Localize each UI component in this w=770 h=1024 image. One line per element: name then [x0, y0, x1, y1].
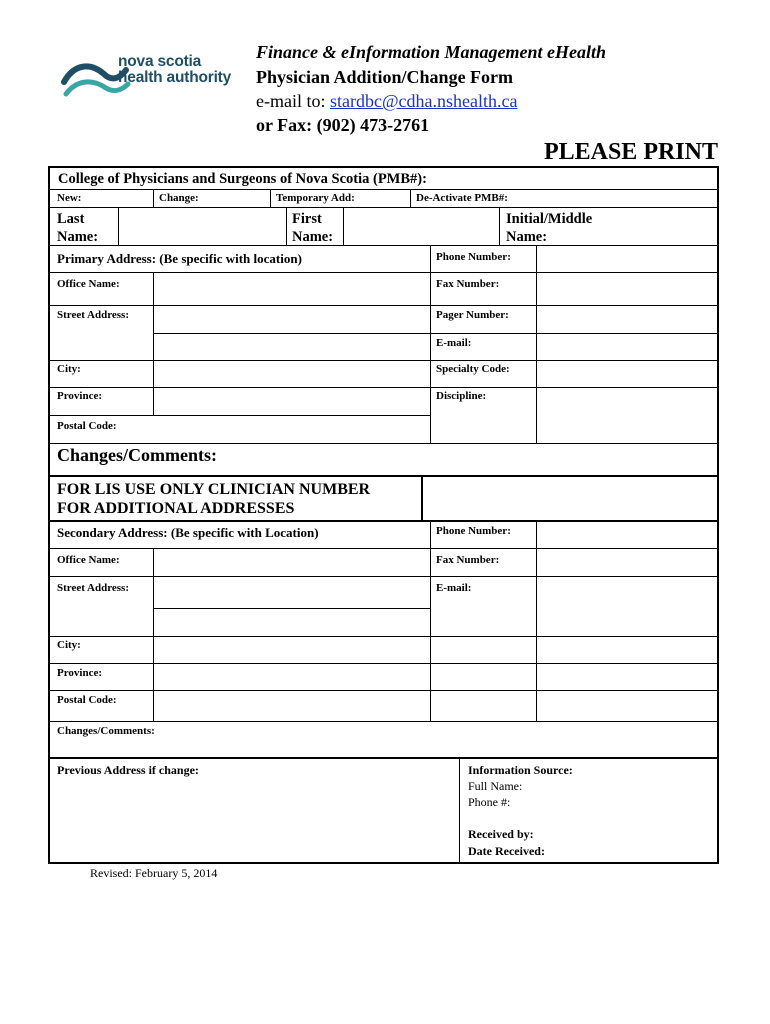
secondary-email-label: E-mail:: [436, 582, 472, 594]
primary-discipline-label: Discipline:: [436, 390, 487, 402]
primary-postal-code-field[interactable]: [154, 416, 429, 442]
lis-use-only-label: [57, 480, 370, 518]
previous-address-field[interactable]: [50, 778, 457, 862]
primary-changes-field[interactable]: [50, 468, 717, 474]
secondary-fax-field[interactable]: [537, 549, 717, 576]
full-name-label: Full Name:: [468, 779, 523, 793]
received-by-label: Received by:: [468, 827, 534, 841]
logo-line-1: nova scotia: [118, 53, 202, 70]
lis-line-2: FOR ADDITIONAL ADDRESSES: [57, 500, 295, 517]
secondary-office-name-field[interactable]: [154, 549, 429, 576]
secondary-postal-code-label: Postal Code:: [57, 694, 117, 706]
logo-line-2: health authority: [118, 69, 232, 86]
primary-pager-label: Pager Number:: [436, 309, 509, 321]
primary-phone-field[interactable]: [537, 246, 717, 272]
last-name-label-1: Last: [57, 211, 85, 227]
secondary-changes-label: Changes/Comments:: [57, 725, 155, 737]
first-name-label-2: Name:: [292, 229, 334, 245]
primary-city-label: City:: [57, 363, 81, 375]
fax-line: or Fax: (902) 473-2761: [256, 115, 430, 135]
pmb-temporary-add-label: Temporary Add:: [276, 192, 355, 204]
primary-postal-code-label: Postal Code:: [57, 420, 117, 432]
primary-specialty-label: Specialty Code:: [436, 363, 510, 375]
secondary-city-label: City:: [57, 639, 81, 651]
primary-office-name-label: Office Name:: [57, 278, 120, 290]
primary-city-field[interactable]: [154, 361, 429, 387]
revised-date: Revised: February 5, 2014: [90, 866, 218, 880]
primary-discipline-field[interactable]: [537, 388, 717, 442]
logo-wordmark: [118, 54, 231, 86]
secondary-changes-field[interactable]: [50, 738, 717, 756]
primary-street-address-label: Street Address:: [57, 309, 130, 321]
initial-middle-name-label: [506, 210, 592, 246]
date-received-label: Date Received:: [468, 844, 545, 858]
secondary-address-heading: Secondary Address: (Be specific with Location): [57, 525, 319, 540]
form-title: Physician Addition/Change Form: [256, 67, 514, 87]
last-name-label-2: Name:: [57, 229, 99, 245]
primary-province-field[interactable]: [154, 388, 429, 415]
secondary-street-address-label: Street Address:: [57, 582, 130, 594]
information-source-label: Information Source:: [468, 763, 573, 777]
initial-label-2: Name:: [506, 229, 548, 245]
first-name-field[interactable]: [344, 208, 498, 244]
lis-line-1: FOR LIS USE ONLY CLINICIAN NUMBER: [57, 481, 371, 498]
secondary-email-field[interactable]: [537, 577, 717, 635]
secondary-street-address-field[interactable]: [154, 577, 429, 635]
lis-clinician-number-field[interactable]: [424, 478, 716, 519]
primary-pager-field[interactable]: [537, 306, 717, 333]
last-name-field[interactable]: [119, 208, 285, 244]
initial-label-1: Initial/Middle: [506, 211, 593, 227]
pmb-heading: College of Physicians and Surgeons of Nova Scotia (PMB#):: [58, 171, 427, 187]
phone-label: Phone #:: [468, 795, 511, 809]
previous-address-label: Previous Address if change:: [57, 763, 199, 777]
pmb-change-label: Change:: [159, 192, 199, 204]
secondary-province-field[interactable]: [154, 664, 429, 690]
secondary-postal-code-field[interactable]: [154, 691, 429, 720]
first-name-label-1: First: [292, 211, 322, 227]
first-name-label: [292, 210, 333, 246]
secondary-fax-label: Fax Number:: [436, 554, 500, 566]
pmb-new-label: New:: [57, 192, 82, 204]
email-link[interactable]: stardbc@cdha.nshealth.ca: [329, 91, 518, 111]
secondary-phone-label: Phone Number:: [436, 525, 511, 537]
last-name-label: [57, 210, 98, 246]
email-prefix: e-mail to:: [256, 91, 330, 111]
form-department-title: Finance & eInformation Management eHealth: [256, 42, 607, 62]
secondary-province-label: Province:: [57, 667, 103, 679]
primary-province-label: Province:: [57, 390, 103, 402]
pmb-deactivate-label: De-Activate PMB#:: [416, 192, 508, 204]
primary-fax-field[interactable]: [537, 273, 717, 305]
primary-phone-label: Phone Number:: [436, 251, 511, 263]
secondary-city-field[interactable]: [154, 637, 429, 663]
primary-email-label: E-mail:: [436, 337, 472, 349]
primary-specialty-field[interactable]: [537, 361, 717, 387]
secondary-phone-field[interactable]: [537, 522, 717, 548]
primary-changes-heading: Changes/Comments:: [57, 445, 217, 465]
primary-office-name-field[interactable]: [154, 273, 429, 305]
primary-address-heading: Primary Address: (Be specific with location): [57, 251, 302, 266]
primary-fax-label: Fax Number:: [436, 278, 500, 290]
please-print-notice: PLEASE PRINT: [543, 139, 718, 165]
email-line: [256, 91, 517, 112]
secondary-office-name-label: Office Name:: [57, 554, 120, 566]
primary-email-field[interactable]: [537, 334, 717, 360]
